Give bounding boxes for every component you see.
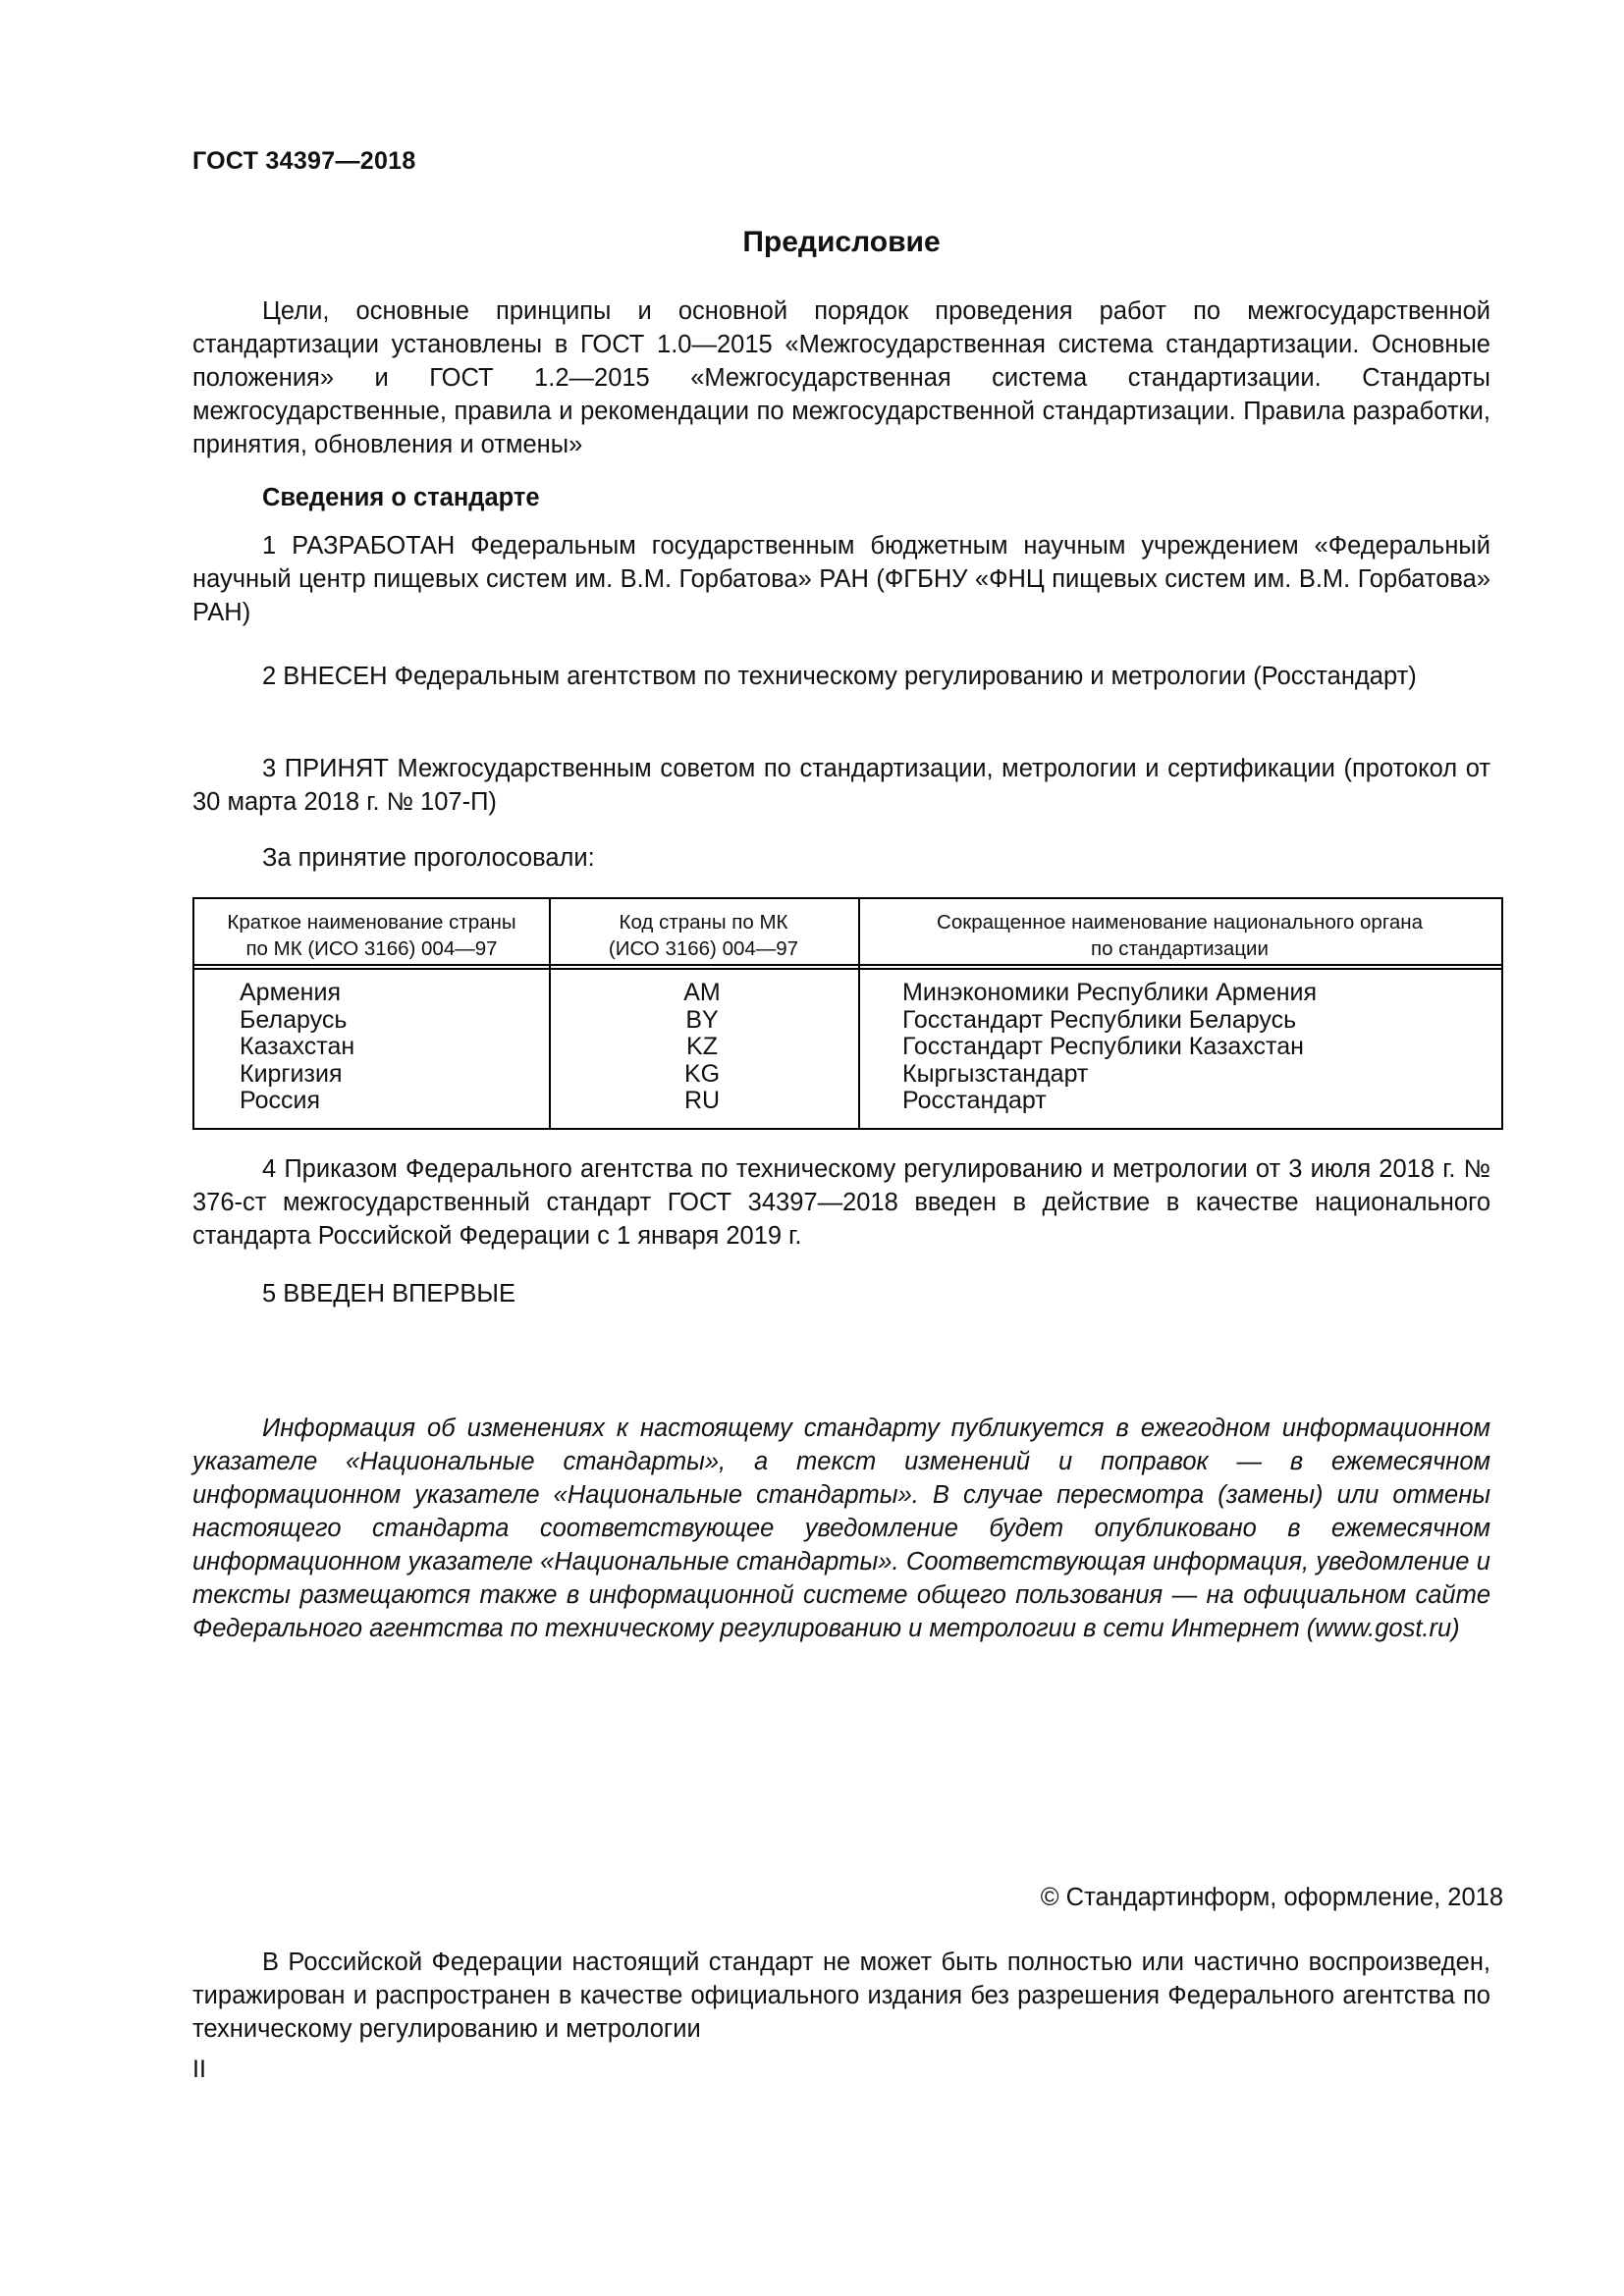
table-cell-country: Беларусь <box>240 1005 348 1034</box>
votes-caption: За принятие проголосовали: <box>262 844 595 872</box>
column-org <box>902 980 1317 1115</box>
table-cell-country: Россия <box>240 1087 320 1114</box>
table-cell-country: Киргизия <box>240 1059 343 1088</box>
table-cell-code: RU <box>683 1087 721 1114</box>
page-number: II <box>192 2056 206 2083</box>
header-line: по МК (ИСО 3166) 004—97 <box>245 937 498 960</box>
copyright-line: © Стандартинформ, оформление, 2018 <box>1040 1884 1503 1911</box>
table-header-rule <box>194 964 1501 966</box>
table-cell-code: KZ <box>686 1033 718 1060</box>
rights-notice: В Российской Федерации настоящий стандарт не может быть полностью или частично воспроизведен, тиражирован и распространен в качестве официального издания без разрешения Федерального агентства по техническому регулированию и метрологии <box>192 1949 1490 2043</box>
votes-table <box>192 897 1503 1130</box>
table-cell-org: Госстандарт Республики Беларусь <box>902 1005 1297 1034</box>
table-header-org <box>858 909 1501 962</box>
header-line: Краткое наименование страны <box>227 911 516 934</box>
header-line: Код страны по МК <box>619 911 788 934</box>
header-line: по стандартизации <box>1091 937 1269 960</box>
table-header-country <box>194 909 549 962</box>
item-submitted: 2 ВНЕСЕН Федеральным агентством по техническому регулированию и метрологии (Росстандарт) <box>262 663 1417 690</box>
table-cell-country: Казахстан <box>240 1033 355 1060</box>
column-country <box>240 980 354 1115</box>
document-id: ГОСТ 34397—2018 <box>192 147 416 175</box>
item-enacted: 4 Приказом Федерального агентства по техническому регулированию и метрологии от 3 июля 2018 г. № 376-ст межгосударственный стандарт ГОСТ 34397—2018 введен в действие в качестве национального стандарта Российской Федерации с 1 января 2019 г. <box>192 1155 1490 1250</box>
page-title: Предисловие <box>742 226 941 258</box>
table-header-code <box>549 909 858 962</box>
info-notice: Информация об изменениях к настоящему стандарту публикуется в ежегодном информационном указателе «Национальные стандарты», а текст изменений и поправок — в ежемесячном информационном указателе «Национальные стандарты». В случае пересмотра (замены) или отмены настоящего стандарта соответствующее уведомление будет опубликовано в ежемесячном информационном указателе «Национальные стандарты». Соответствующая информация, уведомление и тексты размещаются также в информационной системе общего пользования — на официальном сайте Федерального агентства по техническому регулированию и метрологии в сети Интернет (www.gost.ru) <box>192 1415 1490 1642</box>
table-cell-country: Армения <box>240 979 341 1006</box>
table-cell-code: BY <box>685 1005 719 1034</box>
column-code <box>546 980 858 1115</box>
table-cell-code: KG <box>683 1059 721 1088</box>
intro-paragraph: Цели, основные принципы и основной порядок проведения работ по межгосударственной стандартизации установлены в ГОСТ 1.0—2015 «Межгосударственная система стандартизации. Основные положения» и ГОСТ 1.2—2015 «Межгосударственная система стандартизации. Стандарты межгосударственные, правила и рекомендации по межгосударственной стандартизации. Правила разработки, принятия, обновления и отмены» <box>192 297 1490 458</box>
table-cell-org: Минэкономики Республики Армения <box>902 979 1318 1006</box>
item-developed: 1 РАЗРАБОТАН Федеральным государственным бюджетным научным учреждением «Федеральный научный центр пищевых систем им. В.М. Горбатова» РАН (ФГБНУ «ФНЦ пищевых систем им. В.М. Горбатова» РАН) <box>192 532 1490 626</box>
header-line: Сокращенное наименование национального органа <box>937 911 1423 934</box>
item-adopted: 3 ПРИНЯТ Межгосударственным советом по стандартизации, метрологии и сертификации (протокол от 30 марта 2018 г. № 107-П) <box>192 755 1490 816</box>
item-first-introduced: 5 ВВЕДЕН ВПЕРВЫЕ <box>262 1280 516 1308</box>
header-line: (ИСО 3166) 004—97 <box>608 937 799 960</box>
standard-info-heading: Сведения о стандарте <box>262 484 540 511</box>
table-cell-code: AM <box>683 979 721 1006</box>
table-cell-org: Кыргызстандарт <box>902 1059 1089 1088</box>
table-cell-org: Росстандарт <box>902 1087 1047 1114</box>
table-header-rule <box>194 968 1501 970</box>
table-cell-org: Госстандарт Республики Казахстан <box>902 1033 1304 1060</box>
